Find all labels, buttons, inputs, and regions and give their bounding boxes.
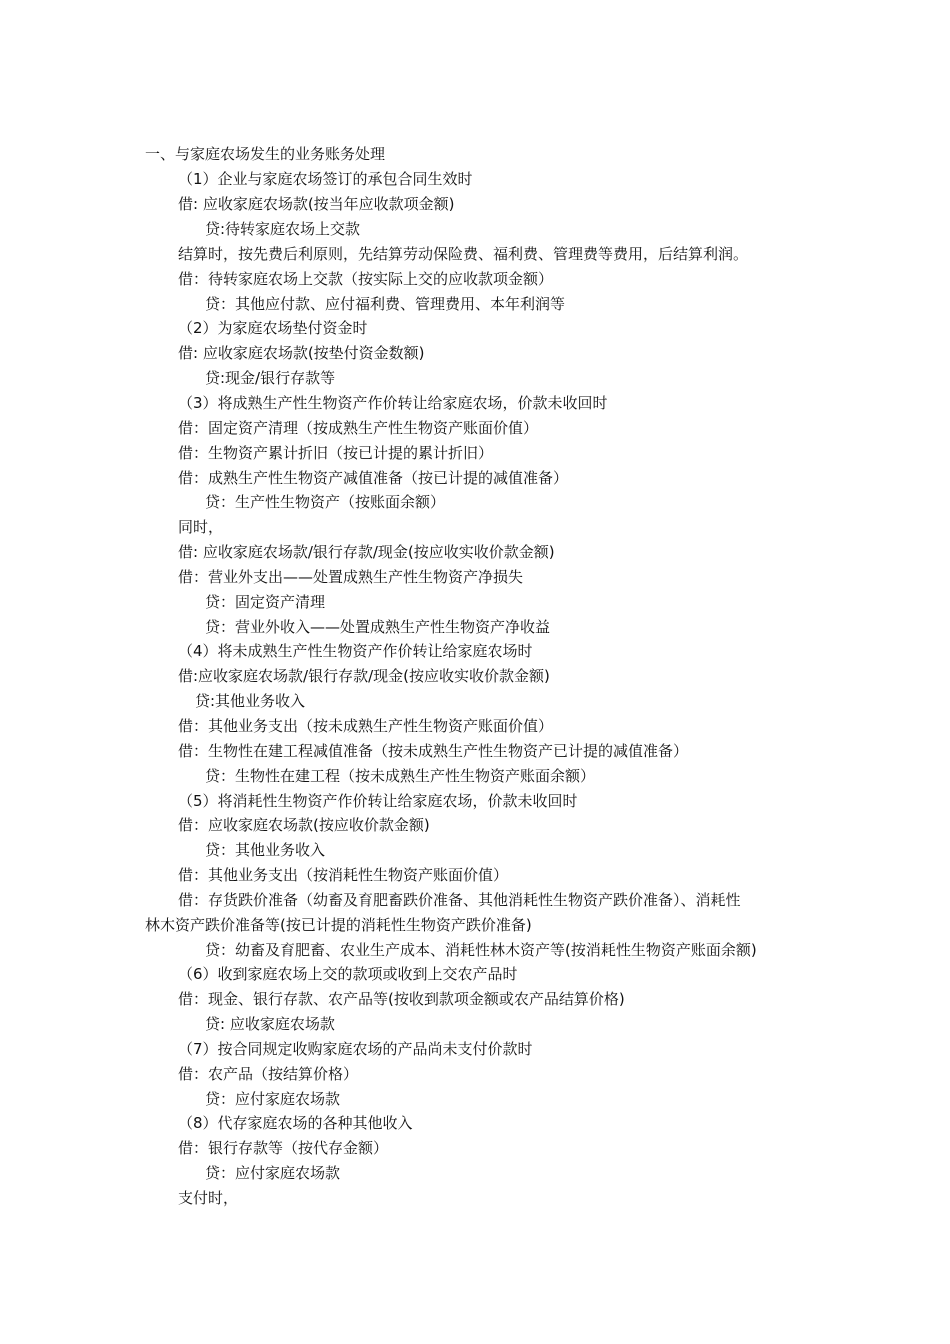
text-line: 借：存货跌价准备（幼畜及育肥畜跌价准备、其他消耗性生物资产跌价准备）、消耗性 xyxy=(178,891,741,909)
text-line: 借：生物性在建工程减值准备（按未成熟生产性生物资产已计提的减值准备） xyxy=(178,742,689,760)
text-line: 借：固定资产清理（按成熟生产性生物资产账面价值） xyxy=(178,419,539,437)
text-line: 借：应收家庭农场款(按应收价款金额) xyxy=(178,816,430,834)
text-line: （3）将成熟生产性生物资产作价转让给家庭农场，价款未收回时 xyxy=(178,394,608,412)
text-line: 贷: 应收家庭农场款 xyxy=(205,1015,335,1033)
text-line: （2）为家庭农场垫付资金时 xyxy=(178,319,368,337)
text-line: （6）收到家庭农场上交的款项或收到上交农产品时 xyxy=(178,965,518,983)
text-line: 贷：幼畜及育肥畜、农业生产成本、消耗性林木资产等(按消耗性生物资产账面余额) xyxy=(205,941,757,959)
text-line: 贷：应付家庭农场款 xyxy=(205,1090,341,1108)
text-line: 借：营业外支出——处置成熟生产性生物资产净损失 xyxy=(178,568,524,586)
text-line: 借：成熟生产性生物资产减值准备（按已计提的减值准备） xyxy=(178,469,569,487)
text-line: 贷：应付家庭农场款 xyxy=(205,1164,341,1182)
text-line: 借：银行存款等（按代存金额） xyxy=(178,1139,389,1157)
text-line: 借：其他业务支出（按未成熟生产性生物资产账面价值） xyxy=(178,717,554,735)
section-heading: 一、与家庭农场发生的业务账务处理 xyxy=(145,145,386,163)
text-line: 借: 应收家庭农场款(按垫付资金数额) xyxy=(178,344,425,362)
text-line: 贷：生产性生物资产（按账面余额） xyxy=(205,493,446,511)
text-line: 贷：其他应付款、应付福利费、管理费用、本年利润等 xyxy=(205,295,566,313)
text-line: 借：其他业务支出（按消耗性生物资产账面价值） xyxy=(178,866,509,884)
text-line: 林木资产跌价准备等(按已计提的消耗性生物资产跌价准备) xyxy=(145,916,532,934)
text-line: 借：农产品（按结算价格） xyxy=(178,1065,359,1083)
text-line: 借:应收家庭农场款/银行存款/现金(按应收实收价款金额) xyxy=(178,667,550,685)
text-line: （8）代存家庭农场的各种其他收入 xyxy=(178,1114,413,1132)
text-line: 贷:待转家庭农场上交款 xyxy=(205,220,361,238)
text-line: 借：现金、银行存款、农产品等(按收到款项金额或农产品结算价格) xyxy=(178,990,625,1008)
text-line: 贷：营业外收入——处置成熟生产性生物资产净收益 xyxy=(205,618,551,636)
text-line: 支付时， xyxy=(178,1189,239,1207)
text-line: （5）将消耗性生物资产作价转让给家庭农场，价款未收回时 xyxy=(178,792,578,810)
text-line: （7）按合同规定收购家庭农场的产品尚未支付价款时 xyxy=(178,1040,533,1058)
text-line: （4）将未成熟生产性生物资产作价转让给家庭农场时 xyxy=(178,642,533,660)
text-line: 贷：其他业务收入 xyxy=(205,841,326,859)
text-line: 结算时，按先费后利原则，先结算劳动保险费、福利费、管理费等费用，后结算利润。 xyxy=(178,245,749,263)
text-line: 贷:其他业务收入 xyxy=(195,692,306,710)
text-line: （1）企业与家庭农场签订的承包合同生效时 xyxy=(178,170,473,188)
text-line: 同时， xyxy=(178,518,224,536)
text-line: 借: 应收家庭农场款(按当年应收款项金额) xyxy=(178,195,455,213)
text-line: 借: 应收家庭农场款/银行存款/现金(按应收实收价款金额) xyxy=(178,543,555,561)
text-line: 借：待转家庭农场上交款（按实际上交的应收款项金额） xyxy=(178,270,554,288)
text-line: 借：生物资产累计折旧（按已计提的累计折旧） xyxy=(178,444,494,462)
text-line: 贷：固定资产清理 xyxy=(205,593,326,611)
text-line: 贷:现金/银行存款等 xyxy=(205,369,336,387)
text-line: 贷：生物性在建工程（按未成熟生产性生物资产账面余额） xyxy=(205,767,596,785)
